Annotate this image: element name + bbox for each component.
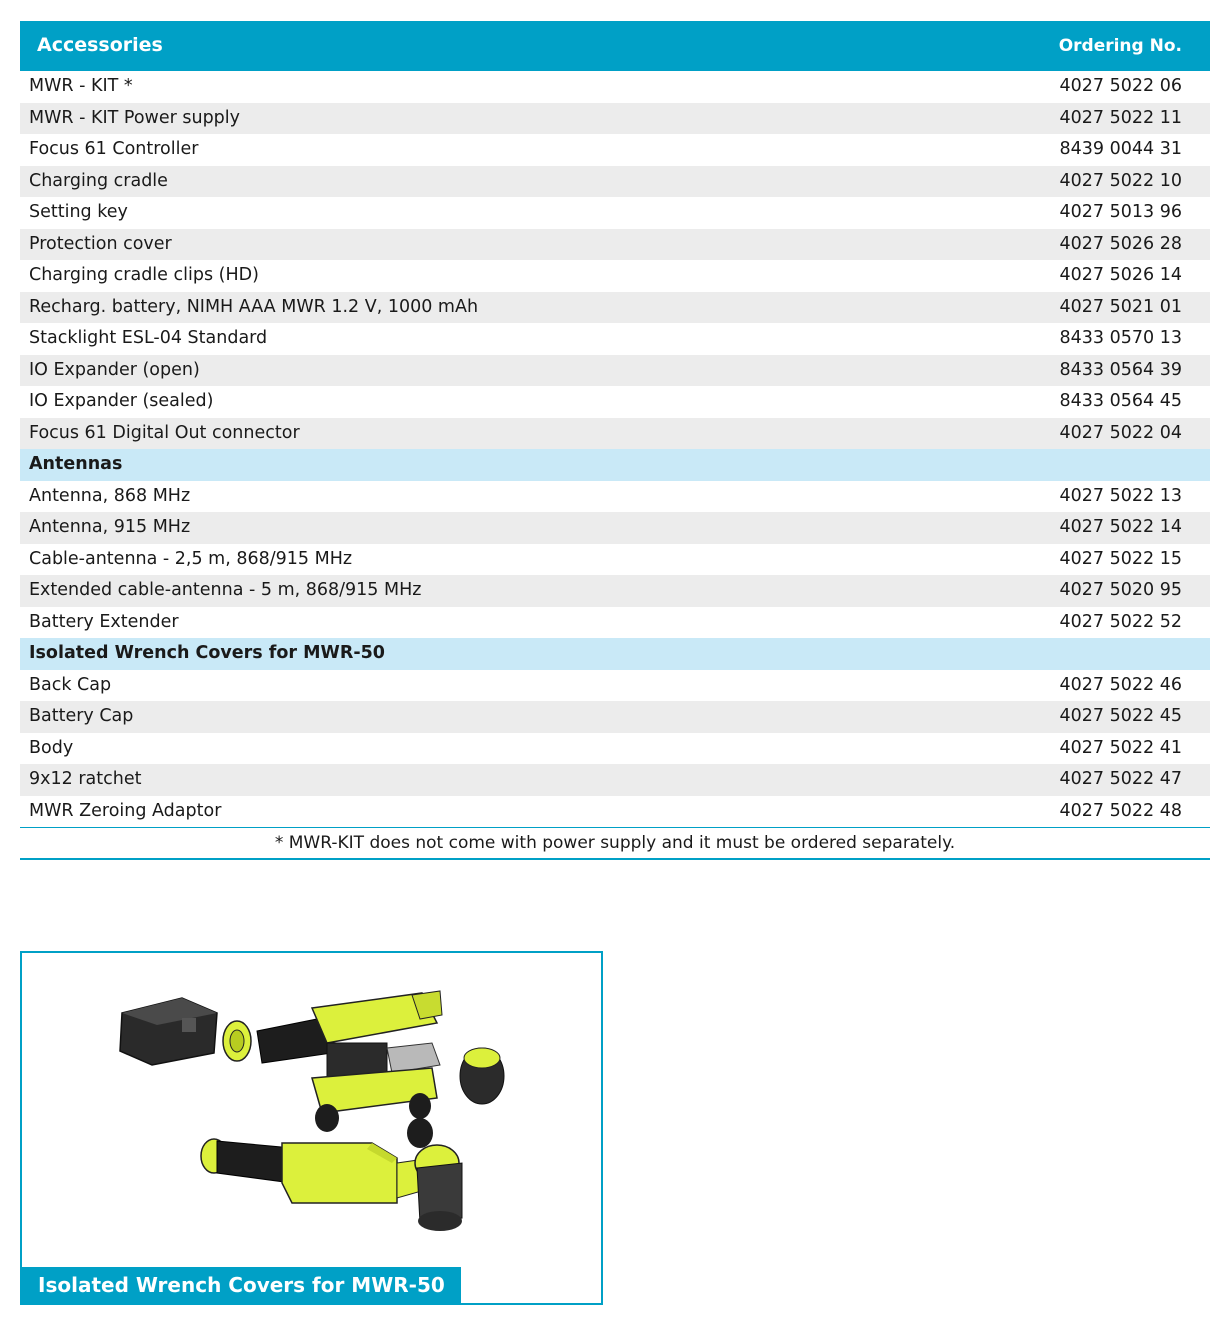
ordering-number: 8433 0564 45 xyxy=(1059,391,1182,411)
ordering-number: 4027 5021 01 xyxy=(1059,296,1182,317)
table-row xyxy=(20,512,1210,544)
item-name: Battery Cap xyxy=(29,706,134,726)
item-name: Antenna, 868 MHz xyxy=(29,485,191,506)
ordering-number: 4027 5022 52 xyxy=(1059,611,1182,632)
wrench-covers-illustration xyxy=(22,953,601,1303)
item-name: Extended cable-antenna - 5 m, 868/915 MHz xyxy=(29,580,422,600)
section-header-row xyxy=(20,449,1210,481)
table-row xyxy=(20,764,1210,796)
item-name: Focus 61 Controller xyxy=(29,139,199,159)
ordering-number: 4027 5022 15 xyxy=(1059,548,1182,569)
section-header-row xyxy=(20,638,1210,670)
table-footnote: * MWR-KIT does not come with power supply and it must be ordered separately. xyxy=(20,827,1210,860)
item-name: Antenna, 915 MHz xyxy=(29,517,191,537)
table-row xyxy=(20,355,1210,387)
exploded-assembly-illustration xyxy=(223,991,442,1148)
ordering-number: 4027 5022 47 xyxy=(1059,769,1182,789)
item-name: Stacklight ESL-04 Standard xyxy=(29,328,268,348)
accessories-table xyxy=(20,21,1210,860)
item-name: Setting key xyxy=(29,202,128,222)
item-name: MWR - KIT Power supply xyxy=(29,107,241,128)
ordering-number: 4027 5022 11 xyxy=(1059,107,1182,128)
ordering-number: 4027 5022 46 xyxy=(1059,674,1182,695)
item-name: Charging cradle xyxy=(29,170,168,191)
item-name: Recharg. battery, NIMH AAA MWR 1.2 V, 1000 mAh xyxy=(29,296,479,317)
ordering-number: 4027 5022 10 xyxy=(1059,170,1182,191)
ordering-number: 4027 5022 04 xyxy=(1059,422,1182,443)
ordering-number: 8439 0044 31 xyxy=(1059,139,1182,159)
item-name: MWR - KIT * xyxy=(29,76,133,96)
ordering-number: 4027 5020 95 xyxy=(1059,580,1182,600)
table-row xyxy=(20,323,1210,355)
table-row xyxy=(20,229,1210,261)
item-name: Charging cradle clips (HD) xyxy=(29,265,259,285)
ordering-number: 4027 5022 13 xyxy=(1059,485,1182,506)
header-accessories: Accessories xyxy=(37,34,163,56)
table-row xyxy=(20,701,1210,733)
table-row xyxy=(20,575,1210,607)
ordering-number: 4027 5026 14 xyxy=(1059,265,1182,285)
table-row xyxy=(20,607,1210,639)
header-ordering-no: Ordering No. xyxy=(1058,36,1182,56)
table-row xyxy=(20,386,1210,418)
table-row xyxy=(20,733,1210,765)
assembled-wrench-illustration xyxy=(201,1139,462,1231)
table-row xyxy=(20,292,1210,324)
table-row xyxy=(20,481,1210,513)
table-row xyxy=(20,796,1210,828)
battery-cap-illustration xyxy=(460,1048,504,1104)
table-row xyxy=(20,71,1210,103)
ordering-number: 4027 5022 48 xyxy=(1059,800,1182,821)
ordering-number: 4027 5026 28 xyxy=(1059,233,1182,254)
item-name: IO Expander (sealed) xyxy=(29,391,214,411)
table-row xyxy=(20,134,1210,166)
table-row xyxy=(20,670,1210,702)
product-figure xyxy=(20,951,603,1305)
ordering-number: 4027 5022 06 xyxy=(1059,76,1182,96)
item-name: Protection cover xyxy=(29,233,172,254)
table-row xyxy=(20,544,1210,576)
ordering-number: 4027 5022 14 xyxy=(1059,517,1182,537)
section-title: Antennas xyxy=(29,454,123,474)
item-name: Body xyxy=(29,737,74,758)
table-row xyxy=(20,418,1210,450)
ordering-number: 8433 0564 39 xyxy=(1059,359,1182,380)
table-body xyxy=(20,71,1210,827)
ordering-number: 4027 5022 41 xyxy=(1059,737,1182,758)
item-name: MWR Zeroing Adaptor xyxy=(29,800,222,821)
table-row xyxy=(20,166,1210,198)
table-row xyxy=(20,197,1210,229)
table-header xyxy=(20,21,1210,71)
ordering-number: 8433 0570 13 xyxy=(1059,328,1182,348)
back-cap-illustration xyxy=(120,998,217,1065)
item-name: Focus 61 Digital Out connector xyxy=(29,422,300,443)
item-name: IO Expander (open) xyxy=(29,359,200,380)
table-row xyxy=(20,260,1210,292)
ordering-number: 4027 5013 96 xyxy=(1059,202,1182,222)
table-row xyxy=(20,103,1210,135)
item-name: Back Cap xyxy=(29,674,112,695)
item-name: Cable-antenna - 2,5 m, 868/915 MHz xyxy=(29,548,353,569)
section-title: Isolated Wrench Covers for MWR-50 xyxy=(29,643,385,663)
ordering-number: 4027 5022 45 xyxy=(1059,706,1182,726)
item-name: Battery Extender xyxy=(29,611,179,632)
item-name: 9x12 ratchet xyxy=(29,769,142,789)
figure-caption: Isolated Wrench Covers for MWR-50 xyxy=(22,1267,461,1303)
